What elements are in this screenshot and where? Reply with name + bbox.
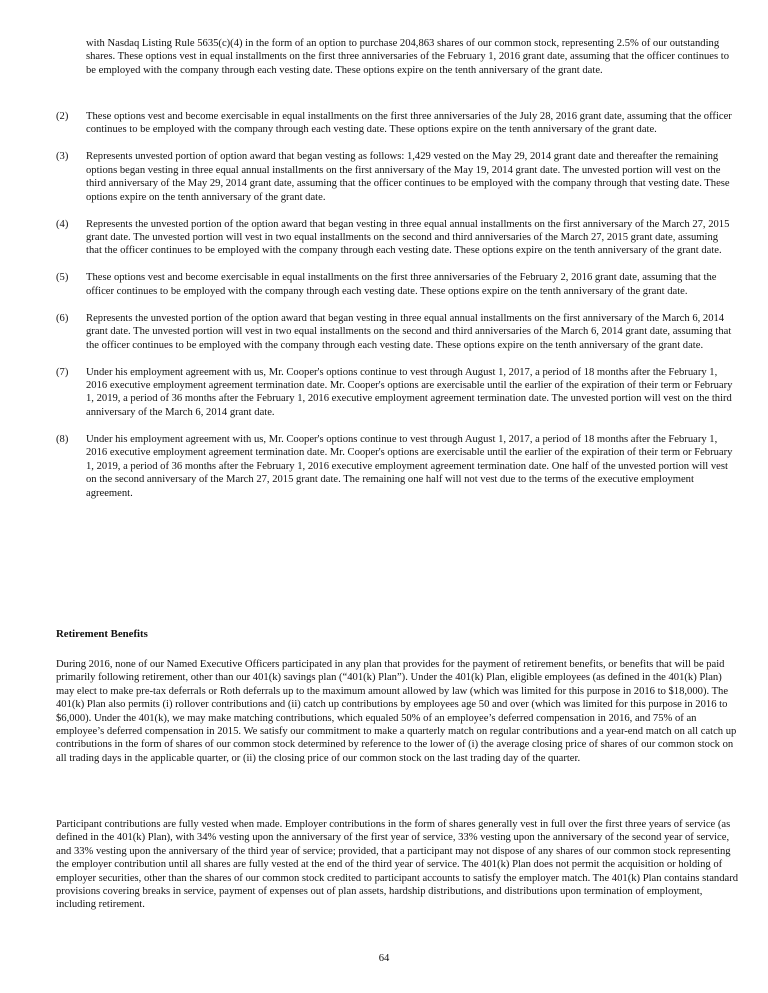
- footnote-text: Represents the unvested portion of the option award that began vesting in three equal annual installments on the first anniversary of the March 27, 2015 grant date. The unvested portion will vest in two equal installments on the second and third anniversaries of the March 27, 2015 grant date, assuming that the officer continues to be employed with the company through each vesting date. These options expire on the tenth anniversary of the grant date.: [86, 218, 730, 257]
- footnote-number: (5): [56, 272, 69, 284]
- footnote-text: Under his employment agreement with us, Mr. Cooper's options continue to vest through August 1, 2017, a period of 18 months after the February 1, 2016 executive employment agreement termination date. Mr. Cooper's options are exercisable until the earlier of the expiration of their term or February 1, 2019, a period of 36 months after the February 1, 2016 executive employment agreement termination date. The unvested portion will vest on the third anniversary of the March 6, 2014 grant date.: [86, 366, 733, 418]
- footnote-number: (6): [56, 312, 69, 324]
- footnote-continuation: with Nasdaq Listing Rule 5635(c)(4) in the form of an option to purchase 204,863 shares of our common stock, representing 2.5% of our outstanding shares. These options vest in equal installments on the first three anniversaries of the February 1, 2016 grant date, assuming that the officer continues to be employed with the company through each vesting date. These options expire on the tenth anniversary of the grant date.: [86, 38, 730, 76]
- footnote-text: Represents unvested portion of option award that began vesting as follows: 1,429 vested on the May 29, 2014 grant date and thereafter the remaining options began vesting in three equal annual installments on the first anniversary of the May 19, 2014 grant date. The unvested portion will vest on the third anniversary of the May 29, 2014 grant date, assuming that the officer continues to be employed with the company through that vesting date. These options expire on the tenth anniversary of the grant date.: [86, 151, 730, 203]
- footnote-number: (7): [56, 366, 69, 378]
- footnote-text: Under his employment agreement with us, Mr. Cooper's options continue to vest through August 1, 2017, a period of 18 months after the February 1, 2016 executive employment agreement termination date. Mr. Cooper's options are exercisable until the earlier of the expiration of their term or February 1, 2019, a period of 36 months after the February 1, 2016 executive employment agreement termination date. One half of the unvested portion will vest on the second anniversary of the March 27, 2015 grant date. The remaining one half will not vest due to the terms of the executive employment agreement.: [86, 433, 733, 499]
- footnote: [56, 312, 734, 352]
- footnote-text: These options vest and become exercisable in equal installments on the first three anniversaries of the February 2, 2016 grant date, assuming that the officer continues to be employed with the company through each vesting date. These options expire on the tenth anniversary of the grant date.: [86, 272, 717, 297]
- body-paragraph: Participant contributions are fully vested when made. Employer contributions in the form of shares generally vest in full over the first three years of service (as defined in the 401(k) Plan), with 34% vesting upon the anniversary of the first year of service, 33% vesting upon the anniversary of the second year of service, and 33% vesting upon the anniversary of the third year of service; provided, that a participant may not dispose of any shares of our common stock representing the employer contribution until all shares are fully vested at the end of the third year of service. The 401(k) Plan does not permit the acquisition or holding of employer securities, other than the shares of our common stock credited to participant accounts to satisfy the employer match. The 401(k) Plan contains standard provisions covering breaks in service, payment of expenses out of plan assets, hardship distributions, and distributions upon termination of employment, including retirement.: [56, 819, 739, 911]
- footnote-number: (8): [56, 433, 69, 445]
- footnote: [56, 366, 734, 420]
- footnote: [56, 271, 734, 298]
- footnote-number: (2): [56, 111, 69, 122]
- page-number: 64: [378, 953, 390, 964]
- footnote: [56, 110, 734, 137]
- body-paragraph: During 2016, none of our Named Executive Officers participated in any plan that provides for the payment of retirement benefits, or benefits that will be paid primarily following retirement, other than our 401(k) savings plan (“401(k) Plan”). Under the 401(k) Plan, eligible employees (as defined in the 401(k) Plan) may elect to make pre-tax deferrals or Roth deferrals up to the maximum amount allowed by law (which was limited for this purpose in 2016 to $18,000). The 401(k) Plan also permits (i) rollover contributions and (ii) catch up contributions by employees age 50 and over (which was limited for this purpose in 2016 to $6,000). Under the 401(k), we may make matching contributions, which equaled 50% of an employee’s deferred compensation in 2016, and 75% of an employee’s deferred compensation in 2015. We satisfy our commitment to make a quarterly match on regular contributions and a year-end match on all catch up contributions in the form of shares of our common stock determined by reference to the lower of (i) the average closing price of shares of our common stock on all trading days in the applicable quarter, or (ii) the closing price of our common stock on the last trading day of the quarter.: [56, 659, 737, 764]
- footnote: [56, 433, 734, 500]
- footnote-text: Represents the unvested portion of the option award that began vesting in three equal annual installments on the first anniversary of the March 6, 2014 grant date. The unvested portion will vest in two equal installments on the second and third anniversaries of the March 6, 2014 grant date, assuming that the officer continues to be employed with the company through each vesting date. These options expire on the tenth anniversary of the grant date.: [86, 312, 732, 351]
- footnote-text: These options vest and become exercisable in equal installments on the first three anniversaries of the July 28, 2016 grant date, assuming that the officer continues to be employed with the company through each vesting date. These options expire on the tenth anniversary of the grant date.: [86, 111, 732, 136]
- footnote-number: (3): [56, 151, 69, 163]
- footnote-number: (4): [56, 218, 69, 230]
- footnote: [56, 218, 734, 258]
- footnote: [56, 150, 734, 204]
- footnote-list: [56, 110, 734, 514]
- section-heading: Retirement Benefits: [56, 628, 148, 640]
